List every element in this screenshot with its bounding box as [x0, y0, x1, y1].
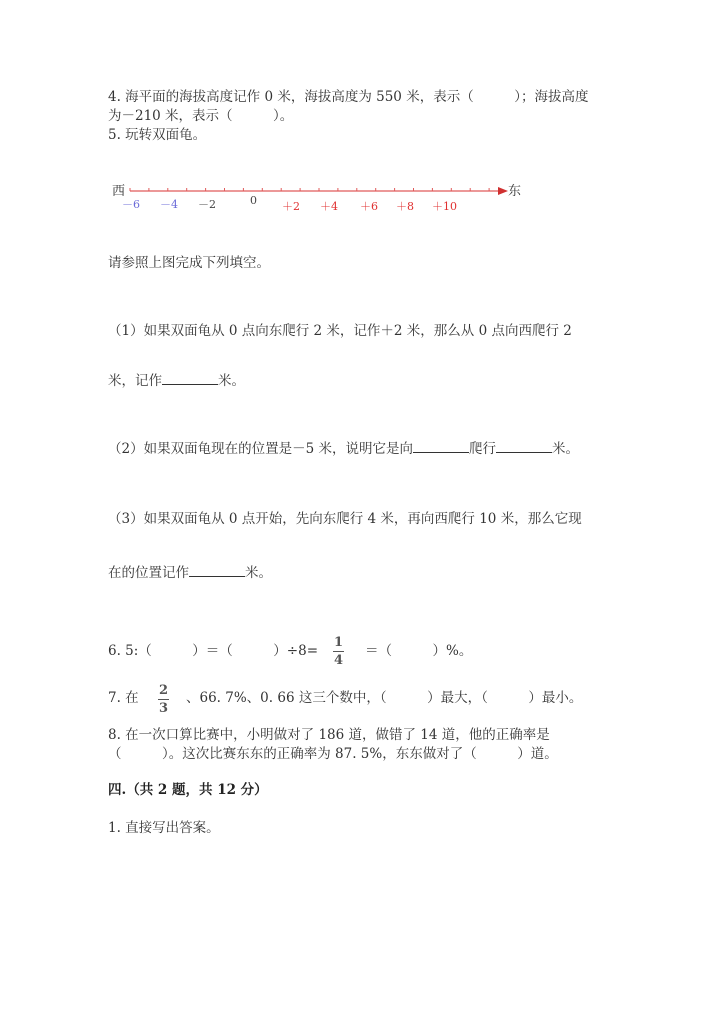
number-line-figure	[110, 176, 530, 220]
section4-q1: 1. 直接写出答案。	[108, 820, 220, 836]
q5-sub1-text-b: 米。	[218, 373, 245, 389]
q7-frac-denominator: 3	[159, 701, 169, 716]
q5-sub1-text-a: 米，记作	[108, 373, 162, 389]
tick-label: ＋4	[320, 200, 338, 213]
q5-sub2	[108, 440, 579, 458]
q6-frac-denominator: 4	[334, 653, 344, 668]
q5-sub1-line1: （1）如果双面龟从 0 点向东爬行 2 米，记作＋2 米，那么从 0 点向西爬行 2	[108, 323, 572, 339]
tick-label: ＋8	[396, 200, 414, 213]
q6-frac-numerator: 1	[334, 635, 344, 650]
q5-sub2-text-a: （2）如果双面龟现在的位置是－5 米，说明它是向	[108, 441, 413, 457]
q5-sub3-line1: （3）如果双面龟从 0 点开始，先向东爬行 4 米，再向西爬行 10 米，那么它现	[108, 511, 582, 527]
arrow-head-icon	[498, 187, 508, 195]
tick-label: －2	[198, 198, 216, 211]
q6-fraction	[333, 635, 344, 668]
q8-line2: （ ）。这次比赛东东的正确率为 87. 5%，东东做对了（ ）道。	[108, 746, 558, 762]
answer-blank-distance[interactable]	[496, 440, 552, 453]
tick-label: ＋2	[282, 200, 300, 213]
tick-label: 0	[250, 194, 257, 207]
west-label: 西	[112, 184, 126, 199]
tick-label: －4	[160, 198, 178, 211]
q5-sub3-line2	[108, 564, 272, 582]
section-heading: 四.（共 2 题，共 12 分）	[108, 782, 268, 798]
q7-prefix: 7. 在	[108, 690, 139, 706]
q7-fraction	[158, 683, 169, 716]
q5-sub1-line2	[108, 372, 245, 390]
east-label: 东	[508, 184, 522, 199]
q5-title: 5. 玩转双面龟。	[108, 127, 207, 143]
q5-sub3-text-b: 米。	[245, 565, 272, 581]
q5-sub2-text-b: 爬行	[468, 441, 496, 457]
q7-frac-numerator: 2	[159, 683, 169, 698]
q5-instruction: 请参照上图完成下列填空。	[108, 255, 270, 271]
answer-blank-position[interactable]	[189, 564, 245, 577]
q4-line1: 4. 海平面的海拔高度记作 0 米，海拔高度为 550 米，表示（ ）；海拔高度	[108, 89, 589, 105]
q5-sub2-text-c: 米。	[551, 441, 579, 457]
q5-sub3-text-a: 在的位置记作	[108, 565, 189, 581]
q6-part1: 6. 5:（ ）＝（ ）÷8=	[108, 643, 319, 659]
tick-label: ＋6	[360, 200, 378, 213]
q7-suffix: 、66. 7%、0. 66 这三个数中，（ ）最大，（ ）最小。	[186, 690, 583, 706]
tick-label: －6	[122, 198, 140, 211]
q8-line1: 8. 在一次口算比赛中，小明做对了 186 道，做错了 14 道，他的正确率是	[108, 727, 550, 743]
answer-blank-direction[interactable]	[413, 440, 469, 453]
tick-label: ＋10	[432, 200, 457, 213]
q4-line2: 为－210 米，表示（ ）。	[108, 108, 294, 124]
q6-part2: ＝（ ）%。	[365, 643, 473, 659]
answer-blank-1[interactable]	[162, 372, 218, 385]
